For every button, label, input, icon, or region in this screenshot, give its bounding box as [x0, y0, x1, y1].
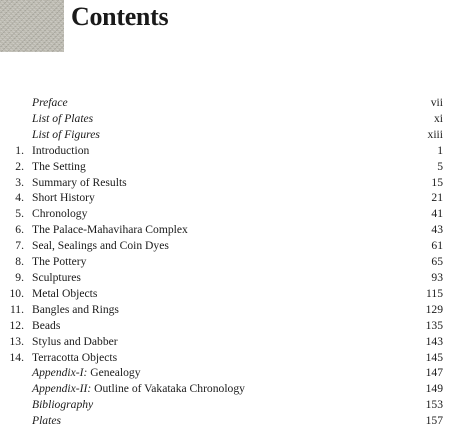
toc-entry-number: 14. [9, 350, 24, 364]
toc-entry-title: Chronology [32, 207, 88, 221]
toc-entry-page: 43 [431, 223, 443, 237]
toc-entry-number: 7. [15, 239, 24, 253]
toc-entry-title: The Palace-Mahavihara Complex [32, 223, 188, 237]
toc-entry-title: Seal, Sealings and Coin Dyes [32, 239, 169, 253]
toc-entry [0, 365, 460, 381]
toc-entry-page: 65 [431, 255, 443, 269]
toc-entry-title: Sculptures [32, 270, 81, 284]
toc-entry-title: The Setting [32, 159, 86, 173]
toc-entry-page: 157 [425, 414, 443, 428]
toc-entry [0, 175, 460, 191]
toc-entry-number: 6. [15, 223, 24, 237]
toc-entry-title: Bangles and Rings [32, 302, 119, 316]
toc-entry-title: Terracotta Objects [32, 350, 118, 364]
toc-entry-title: List of Plates [32, 111, 94, 125]
toc-entry-title [32, 381, 245, 397]
toc-entry-number: 8. [15, 255, 24, 269]
toc-entry-page: vii [430, 96, 443, 109]
toc-entry-title: Introduction [32, 143, 90, 157]
toc-entry-page: 145 [425, 350, 443, 364]
toc-entry-number: 11. [9, 302, 24, 316]
toc-entry [0, 206, 460, 222]
toc-entry-page: 149 [425, 382, 443, 396]
toc-entry-page: 153 [425, 398, 443, 412]
toc-entry [0, 159, 460, 175]
toc-entry [0, 190, 460, 206]
toc-entry-title: Beads [32, 318, 61, 332]
toc-entry-page: 93 [431, 270, 443, 284]
toc-entry-title: Bibliography [32, 398, 94, 412]
appendix-label: Appendix-II: [32, 382, 92, 396]
page-title: Contents [71, 2, 169, 31]
corner-texture-image [0, 0, 64, 52]
toc-entry-number: 12. [9, 318, 24, 332]
toc-entry [0, 286, 460, 302]
toc-entry [0, 302, 460, 318]
toc-entry-page: 129 [425, 302, 443, 316]
appendix-label: Appendix-I: [32, 366, 88, 380]
toc-entry-title: Short History [32, 191, 95, 205]
toc-entry-number: 10. [9, 286, 24, 300]
toc-entry-number: 3. [15, 175, 24, 189]
toc-entry-title: Summary of Results [32, 175, 127, 189]
toc-entry [0, 413, 460, 429]
toc-entry-page: 135 [425, 318, 443, 332]
toc-entry-page: xiii [427, 127, 443, 141]
toc-entry-number: 9. [15, 270, 24, 284]
toc-entry-title: Metal Objects [32, 286, 98, 300]
toc-entry-page: 143 [425, 334, 443, 348]
toc-entry [0, 222, 460, 238]
toc-entry-page: 5 [437, 159, 443, 173]
toc-entry-number: 4. [15, 191, 24, 205]
toc-entry-title: The Pottery [32, 255, 87, 269]
toc-entry-page: xi [433, 111, 443, 125]
toc-entry-title: Plates [32, 414, 61, 428]
toc-entry-number: 5. [15, 207, 24, 221]
toc-entry-page: 15 [431, 175, 443, 189]
toc-entry-title: Stylus and Dabber [32, 334, 118, 348]
toc-entry [0, 143, 460, 159]
toc-entry-page: 41 [431, 207, 443, 221]
toc-entry [0, 334, 460, 350]
toc-entry [0, 381, 460, 397]
toc-entry [0, 318, 460, 334]
toc-entry-title: Preface [32, 96, 68, 109]
toc-entry [0, 350, 460, 366]
toc-entry-page: 21 [431, 191, 443, 205]
toc-entry-number: 1. [15, 143, 24, 157]
toc-entry-page: 1 [437, 143, 443, 157]
toc-entry [0, 111, 460, 127]
appendix-title: Outline of Vakataka Chronology [94, 382, 245, 396]
toc-entry-title [32, 365, 141, 381]
toc-entry [0, 254, 460, 270]
toc-entry-number: 13. [9, 334, 24, 348]
toc-entry-number: 2. [15, 159, 24, 173]
appendix-title: Genealogy [90, 366, 141, 380]
toc-entry [0, 397, 460, 413]
toc-entry [0, 238, 460, 254]
toc-entry-page: 61 [431, 239, 443, 253]
toc-entry [0, 95, 460, 111]
toc-entry-page: 115 [426, 286, 443, 300]
toc-entry [0, 127, 460, 143]
table-of-contents [0, 95, 460, 429]
toc-entry [0, 270, 460, 286]
toc-entry-page: 147 [425, 366, 443, 380]
toc-entry-title: List of Figures [32, 127, 100, 141]
